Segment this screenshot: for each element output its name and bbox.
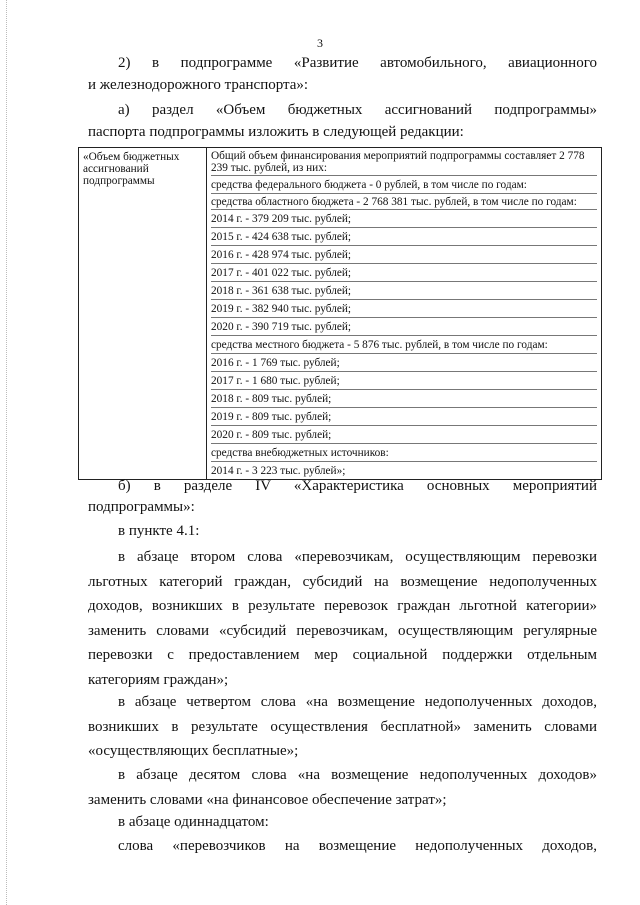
budget-row: средства местного бюджета - 5 876 тыс. рублей, в том числе по годам: xyxy=(211,336,597,354)
page-edge-line xyxy=(6,0,8,905)
budget-row: 2020 г. - 809 тыс. рублей; xyxy=(211,426,597,444)
budget-row: 2020 г. - 390 719 тыс. рублей; xyxy=(211,318,597,336)
budget-row: 2019 г. - 382 940 тыс. рублей; xyxy=(211,300,597,318)
paragraph-line: слова «перевозчиков на возмещение недополученных доходов, xyxy=(118,838,597,854)
paragraph-line: а) раздел «Объем бюджетных ассигнований подпрограммы» xyxy=(118,102,597,118)
paragraph: в пункте 4.1: xyxy=(118,523,200,539)
budget-row: 2017 г. - 1 680 тыс. рублей; xyxy=(211,372,597,390)
budget-values-cell xyxy=(207,148,602,480)
budget-row: 2016 г. - 1 769 тыс. рублей; xyxy=(211,354,597,372)
budget-row: средства областного бюджета - 2 768 381 тыс. рублей, в том числе по годам: xyxy=(211,194,597,210)
budget-label-cell: «Объем бюджетных ассигнований подпрограммы xyxy=(79,148,207,480)
budget-row: 2018 г. - 361 638 тыс. рублей; xyxy=(211,282,597,300)
budget-row: средства федерального бюджета - 0 рублей, в том числе по годам: xyxy=(211,176,597,194)
budget-row: 2016 г. - 428 974 тыс. рублей; xyxy=(211,246,597,264)
page-number: 3 xyxy=(317,36,323,50)
paragraph: в абзаце десятом слова «на возмещение недополученных доходов» заменить словами «на финансовое обеспечение затрат»; xyxy=(88,767,597,808)
budget-row: средства внебюджетных источников: xyxy=(211,444,597,462)
budget-row: 2015 г. - 424 638 тыс. рублей; xyxy=(211,228,597,246)
paragraph: в абзаце четвертом слова «на возмещение недополученных доходов, возникших в результате осуществления бесплатной» заменить словами «осуществляющих бесплатные»; xyxy=(88,694,597,759)
paragraph-line: и железнодорожного транспорта»: xyxy=(88,77,309,93)
budget-row: 2019 г. - 809 тыс. рублей; xyxy=(211,408,597,426)
budget-row: 2014 г. - 3 223 тыс. рублей»; xyxy=(211,465,346,477)
paragraph-line: паспорта подпрограммы изложить в следующей редакции: xyxy=(88,124,464,140)
budget-passport-table xyxy=(78,147,602,480)
budget-row: 2014 г. - 379 209 тыс. рублей; xyxy=(211,210,597,228)
paragraph-line: подпрограммы»: xyxy=(88,499,195,515)
budget-row: 2018 г. - 809 тыс. рублей; xyxy=(211,390,597,408)
paragraph: в абзаце одиннадцатом: xyxy=(118,814,269,830)
budget-row: 2017 г. - 401 022 тыс. рублей; xyxy=(211,264,597,282)
paragraph-line: 2) в подпрограмме «Развитие автомобильного, авиационного xyxy=(118,55,597,71)
paragraph-line: б) в разделе IV «Характеристика основных мероприятий xyxy=(118,478,597,494)
budget-row: Общий объем финансирования мероприятий подпрограммы составляет 2 778 239 тыс. рублей, из них: xyxy=(211,148,597,176)
paragraph: в абзаце втором слова «перевозчикам, осуществляющим перевозки льготных категорий граждан, субсидий на возмещение недополученных доходов, возникших в результате перевозок граждан льготной категории» заменить словами «субсидий перевозчикам, осуществляющим регулярные перевозки с предоставлением мер социальной поддержки отдельным категориям граждан»; xyxy=(88,549,597,688)
